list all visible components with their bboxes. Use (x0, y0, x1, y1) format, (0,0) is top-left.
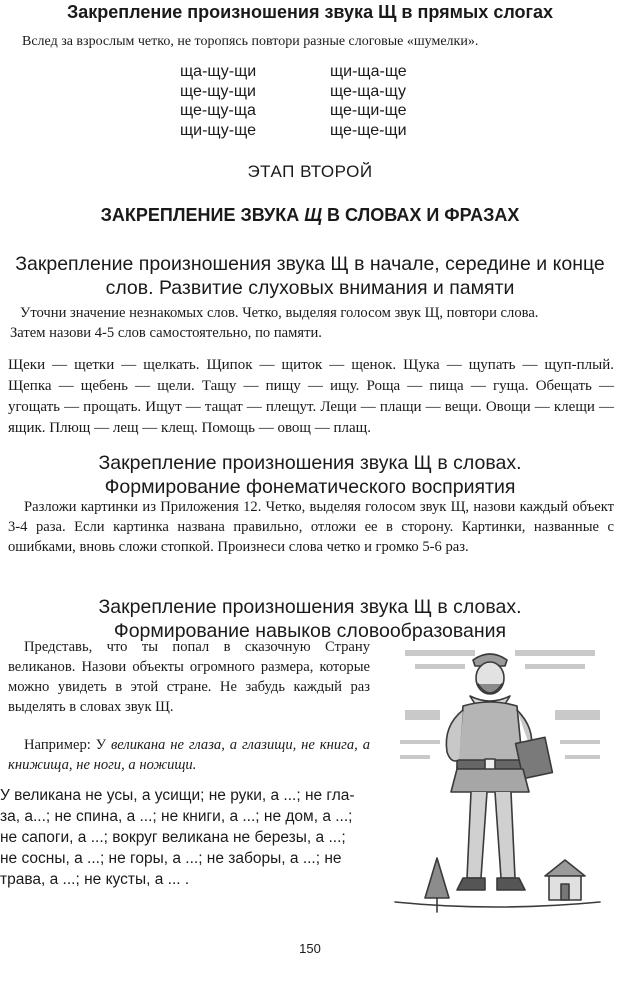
section-heading-line: Формирование фонематического восприятия (104, 476, 516, 498)
section-heading-line: Формирование навыков словообразования (113, 620, 507, 642)
section-heading-line: Закрепление произношения звука Щ в начале, середине и конце (15, 253, 605, 275)
syllable-item: ще-щи-ще (330, 102, 407, 119)
exercise-line: У великана не усы, а усищи; не руки, а ...; не гла- (0, 787, 355, 804)
exercise-text (0, 785, 370, 890)
stage-title (0, 205, 620, 226)
top-heading: Закрепление произношения звука Щ в прямых слогах (66, 2, 554, 22)
syllable-item: ще-ще-щи (330, 121, 407, 139)
exercise-line: за, а...; не спина, а ...; не книги, а ...; не дом, а ...; (0, 808, 353, 825)
section-heading-3 (0, 595, 620, 643)
exercise-line: не сапоги, а ...; вокруг великана не березы, а ...; (0, 829, 346, 846)
exercise-line: не сосны, а ...; не горы, а ...; не заборы, а ...; не (0, 850, 342, 867)
giant-illustration (385, 640, 610, 930)
word-list: Щеки — щетки — щелкать. Щипок — щиток — щенок. Щука — щупать — щуп-плый. Щепка — щебень — щели. Тащу — пищу — ищу. Роща — пища — гуща. Обещать — угощать — прощать. Ищут — тащат — плещут. Лещи — плащи — вещи. Овощи — клещи — ящик. Плющ — лещ — клещ. Помощь — овощ — плащ. (8, 357, 614, 436)
syllable-item: ще-щу-щи (180, 82, 256, 100)
stage-title-part: В СЛОВАХ И ФРАЗАХ (322, 205, 520, 225)
syllable-item: ща-щу-щи (180, 63, 257, 80)
section-heading-2 (0, 451, 620, 499)
syllable-item: ще-щу-ща (180, 102, 256, 119)
section3-instructions: Представь, что ты попал в сказочную Страну великанов. Назови объекты огромного размера, которые можно увидеть в этой стране. Не забудь каждый раз выделять в словах звук Щ. (8, 639, 370, 715)
section-heading-line: Закрепление произношения звука Щ в словах. (98, 452, 522, 474)
example-italic: великана не глаза, а глазищи, не книга, а книжища, не ноги, а ножищи. (8, 737, 370, 773)
paragraph-line: Затем назови 4-5 слов самостоятельно, по памяти. (10, 325, 322, 341)
syllables-right-column (330, 62, 407, 140)
exercise-line: трава, а ...; не кусты, а ... . (0, 871, 190, 888)
stage-title-letter: Щ (304, 205, 323, 225)
syllable-item: щи-ща-ще (330, 63, 407, 80)
section-heading-line: слов. Развитие слуховых внимания и памяти (105, 277, 515, 299)
section2-instructions: Разложи картинки из Приложения 12. Четко, выделяя голосом звук Щ, назови каждый объект 3-4 раза. Если картинка названа правильно, отложи ее в сторону. Картинки, названные с ошибками, вновь сложи стопкой. Произнеси слова четко и громко 5-6 раз. (8, 499, 614, 555)
syllable-item: ще-ща-щу (330, 82, 406, 100)
example-text (8, 735, 370, 775)
section-heading-1 (0, 252, 620, 300)
example-label: Например: У (24, 737, 111, 753)
syllable-item: щи-щу-ще (180, 121, 256, 139)
section-heading-line: Закрепление произношения звука Щ в словах. (98, 596, 522, 618)
stage-title-part: ЗАКРЕПЛЕНИЕ ЗВУКА (100, 205, 305, 225)
syllables-left-column (180, 62, 256, 140)
paragraph-line: Уточни значение незнакомых слов. Четко, выделяя голосом звук Щ, повтори слова. (20, 305, 539, 321)
page-number: 150 (299, 941, 321, 956)
section1-instructions (10, 303, 614, 343)
intro-text: Вслед за взрослым четко, не торопясь повтори разные слоговые «шумелки». (22, 34, 479, 49)
stage-label: ЭТАП ВТОРОЙ (247, 162, 373, 181)
